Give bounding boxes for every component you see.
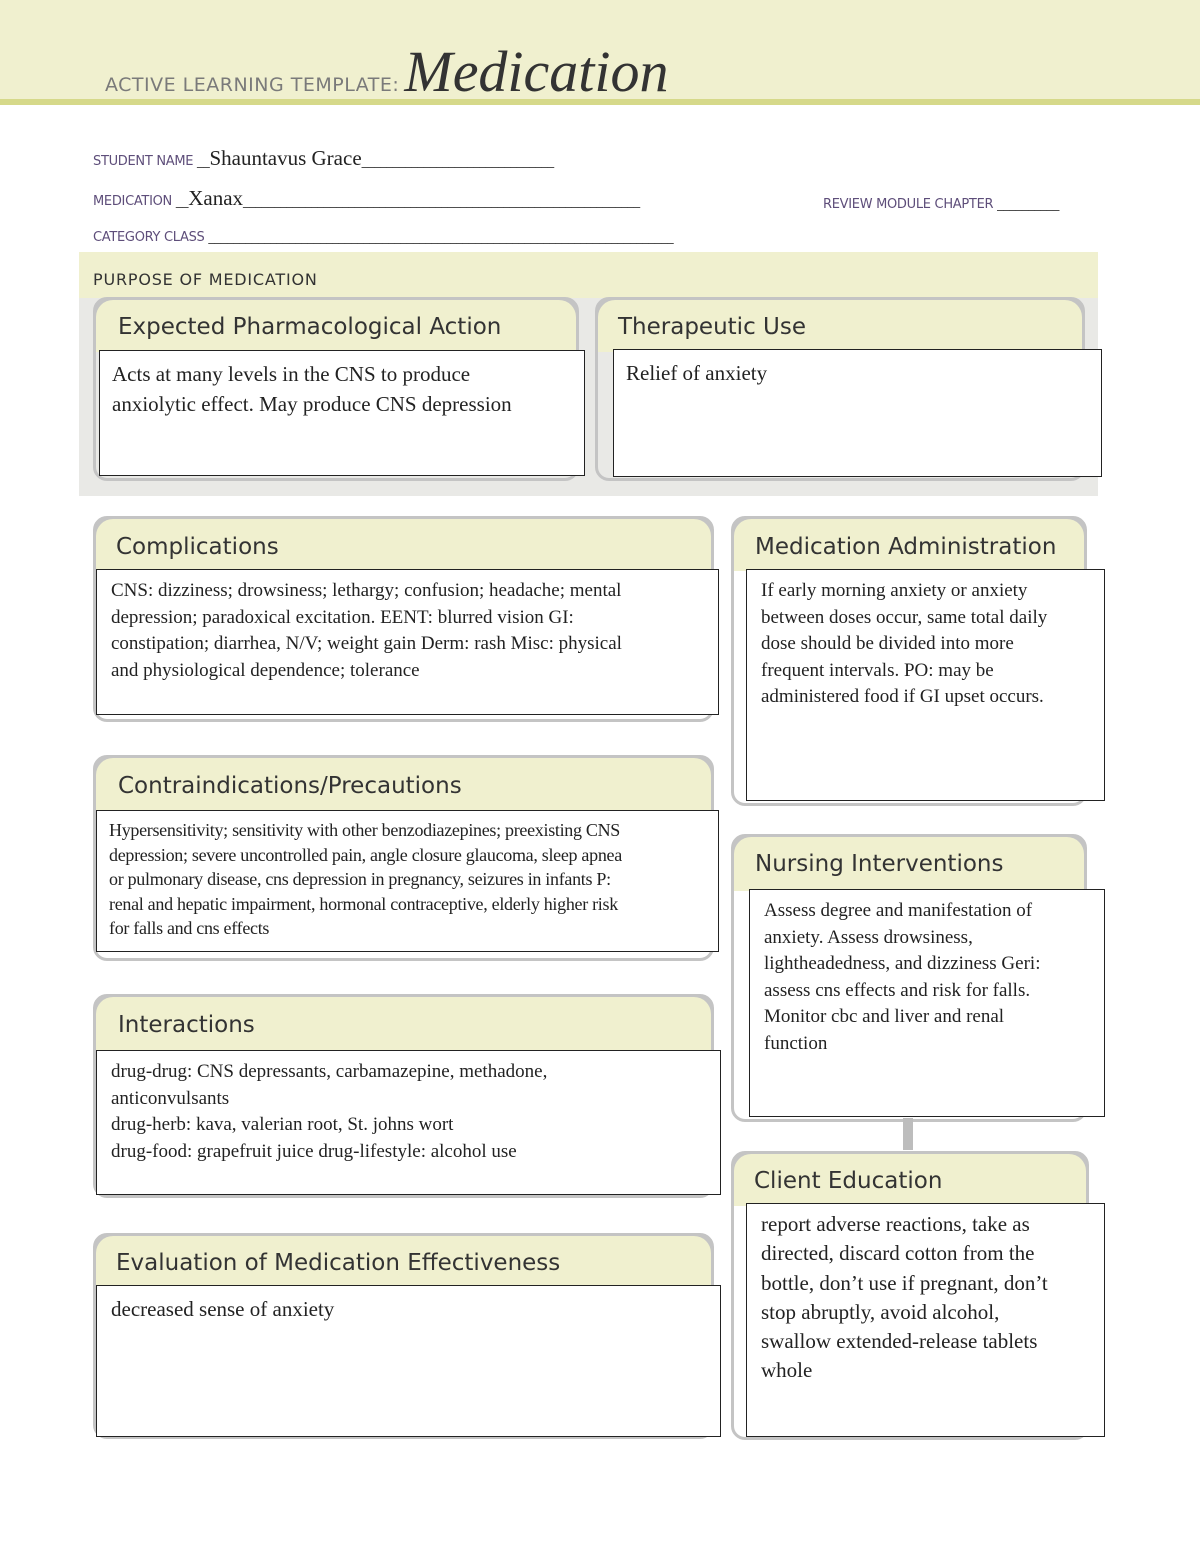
medication-label: MEDICATION <box>93 194 172 209</box>
page-title <box>105 38 669 105</box>
expected-action-box[interactable] <box>99 350 585 476</box>
interactions-box[interactable] <box>96 1050 721 1195</box>
student-name-field[interactable]: STUDENT NAME __Shauntavus Grace_______________________________ <box>93 146 554 170</box>
template-title: Medication <box>404 39 669 104</box>
client-education-title: Client Education <box>754 1168 943 1194</box>
evaluation-title: Evaluation of Medication Effectiveness <box>116 1250 561 1276</box>
evaluation-box[interactable] <box>96 1285 721 1437</box>
connector-line <box>903 1118 913 1150</box>
evaluation-text: decreased sense of anxiety <box>111 1297 335 1321</box>
expected-action-text: Acts at many levels in the CNS to produce anxiolytic effect. May produce CNS depression <box>112 362 512 416</box>
review-module-field[interactable]: REVIEW MODULE CHAPTER __________ <box>823 197 1060 212</box>
interactions-text: drug-drug: CNS depressants, carbamazepine, methadone, anticonvulsants drug-herb: kava, valerian root, St. johns wort drug-food: grapefruit juice drug-lifestyle: alcohol use <box>111 1061 548 1162</box>
complications-text: CNS: dizziness; drowsiness; lethargy; confusion; headache; mental depression; paradoxical excitation. EENT: blurred vision GI: constipation; diarrhea, N/V; weight gain Derm: rash Misc: physical and physiological dependence; tolerance <box>111 580 622 681</box>
interactions-title: Interactions <box>118 1012 255 1038</box>
template-prefix: ACTIVE LEARNING TEMPLATE: <box>105 74 400 96</box>
complications-box[interactable] <box>96 569 719 715</box>
category-class-field[interactable]: CATEGORY CLASS ___________________________________________________________________________ <box>93 230 674 245</box>
client-education-text: report adverse reactions, take as directed, discard cotton from the bottle, don’t use if pregnant, don’t stop abruptly, avoid alcohol, swallow extended-release tablets whole <box>761 1212 1048 1383</box>
nursing-text: Assess degree and manifestation of anxiety. Assess drowsiness, lightheadedness, and dizziness Geri: assess cns effects and risk for falls. Monitor cbc and liver and renal function <box>764 900 1041 1054</box>
purpose-label: PURPOSE OF MEDICATION <box>93 270 318 289</box>
therapeutic-use-text: Relief of anxiety <box>626 361 768 385</box>
med-admin-text: If early morning anxiety or anxiety between doses occur, same total daily dose should be divided into more frequent intervals. PO: may be administered food if GI upset occurs. <box>761 580 1048 707</box>
expected-action-title: Expected Pharmacological Action <box>118 314 502 340</box>
category-class-label: CATEGORY CLASS <box>93 230 205 245</box>
student-name-value: Shauntavus Grace <box>209 146 362 170</box>
nursing-box[interactable] <box>749 889 1105 1117</box>
med-admin-box[interactable] <box>746 569 1105 801</box>
nursing-title: Nursing Interventions <box>755 851 1004 877</box>
review-module-label: REVIEW MODULE CHAPTER <box>823 197 994 212</box>
med-admin-title: Medication Administration <box>755 534 1057 560</box>
client-education-box[interactable] <box>746 1203 1105 1437</box>
complications-title: Complications <box>116 534 279 560</box>
contraindications-text: Hypersensitivity; sensitivity with other benzodiazepines; preexisting CNS depression; severe uncontrolled pain, angle closure glaucoma, sleep apnea or pulmonary disease, cns depression in pregnancy, seizures in infants P: renal and hepatic impairment, hormonal contraceptive, elderly higher risk for falls and cns effects <box>109 820 622 938</box>
student-name-label: STUDENT NAME <box>93 154 194 169</box>
contraindications-title: Contraindications/Precautions <box>118 773 462 799</box>
medication-field[interactable]: MEDICATION __Xanax________________________________________________________________ <box>93 186 640 210</box>
therapeutic-use-title: Therapeutic Use <box>618 314 806 340</box>
medication-value: Xanax <box>188 186 244 210</box>
therapeutic-use-box[interactable] <box>613 349 1102 477</box>
contraindications-box[interactable] <box>96 810 719 952</box>
